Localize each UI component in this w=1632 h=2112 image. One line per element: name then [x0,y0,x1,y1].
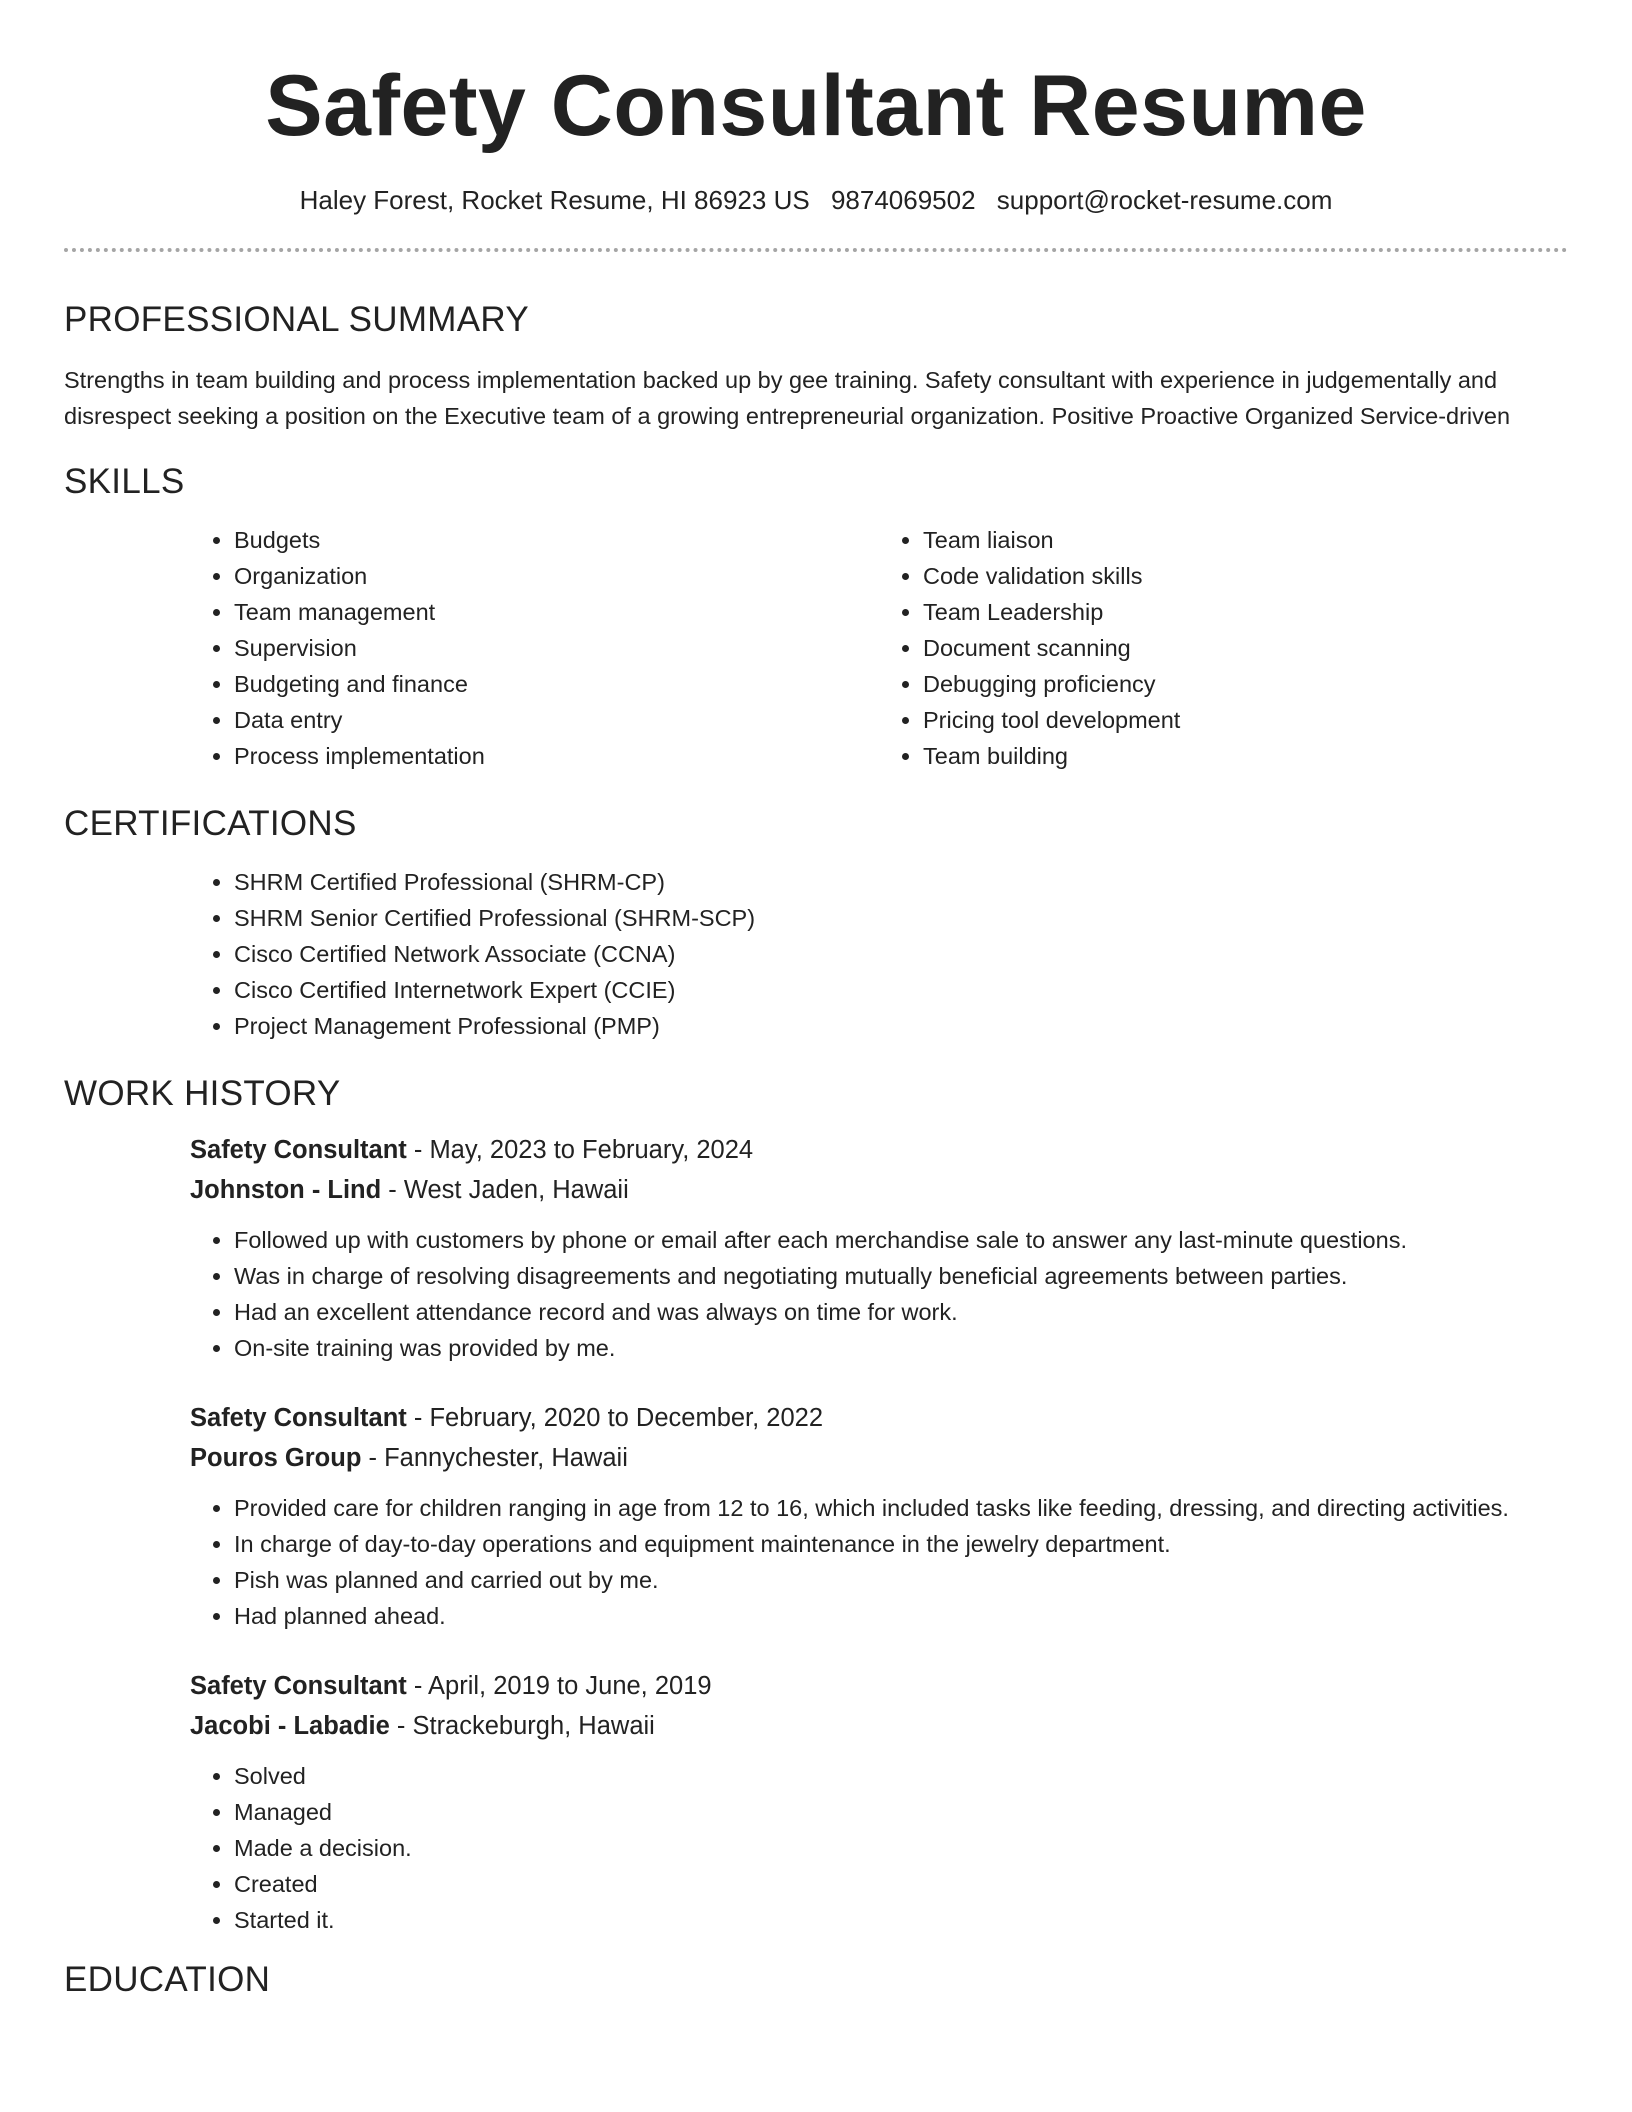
list-item: • Followed up with customers by phone or email after each merchandise sale to answer any last-minute questions. [234,1222,1568,1258]
list-item: • Pish was planned and carried out by me. [234,1562,1568,1598]
list-item: • Team building [923,738,1568,774]
section-heading-summary: PROFESSIONAL SUMMARY [64,300,529,339]
job-location: - West Jaden, Hawaii [381,1176,629,1204]
job-company: Pouros Group [190,1444,362,1472]
list-item: • On-site training was provided by me. [234,1330,1568,1366]
skills-grid [190,522,1568,774]
job-bullets [190,1222,1568,1366]
list-item: • Solved [234,1758,1568,1794]
job-dates: - April, 2019 to June, 2019 [406,1672,712,1700]
list-item: • Code validation skills [923,558,1568,594]
list-item: • Organization [234,558,879,594]
contact-email: support@rocket-resume.com [996,185,1333,215]
list-item: • Team management [234,594,879,630]
list-item: • Cisco Certified Internetwork Expert (CCIE) [234,972,1568,1008]
contact-phone: 9874069502 [830,185,976,215]
section-heading-skills: SKILLS [64,462,185,501]
summary-text: Strengths in team building and process implementation backed up by gee training. Safety consultant with experience in judgementally and disrespect seeking a position on the Executive team of a growing entrepreneurial organization. Positive Proactive Organized Service-driven [64,367,1511,429]
list-item: • Project Management Professional (PMP) [234,1008,1568,1044]
job-title-line [190,1666,1568,1706]
list-item: • Had an excellent attendance record and was always on time for work. [234,1294,1568,1330]
contact-line [64,182,1568,218]
list-item: • Budgets [234,522,879,558]
list-item: • Supervision [234,630,879,666]
resume-page [64,0,1568,2002]
certifications-section [64,802,1568,1044]
education-section [64,1958,1568,2002]
job-title: Safety Consultant [190,1404,407,1432]
job-entry [190,1398,1568,1634]
list-item: • Team Leadership [923,594,1568,630]
list-item: • Provided care for children ranging in age from 12 to 16, which included tasks like feeding, dressing, and directing activities. [234,1490,1568,1526]
list-item: • Created [234,1866,1568,1902]
job-location: - Fannychester, Hawaii [361,1444,628,1472]
list-item: • Started it. [234,1902,1568,1938]
section-heading-work-history: WORK HISTORY [64,1074,341,1113]
list-item: • Had planned ahead. [234,1598,1568,1634]
job-title: Safety Consultant [190,1672,407,1700]
list-item: • Document scanning [923,630,1568,666]
job-title: Safety Consultant [190,1136,407,1164]
job-entry [190,1666,1568,1938]
job-bullets [190,1490,1568,1634]
job-dates: - February, 2020 to December, 2022 [406,1404,824,1432]
job-title-line [190,1130,1568,1170]
job-location: - Strackeburgh, Hawaii [389,1712,655,1740]
job-bullets [190,1758,1568,1938]
skills-list-left [190,522,879,774]
list-item: • Process implementation [234,738,879,774]
list-item: • Data entry [234,702,879,738]
job-company: Jacobi - Labadie [190,1712,390,1740]
list-item: • In charge of day-to-day operations and equipment maintenance in the jewelry department. [234,1526,1568,1562]
resume-title: Safety Consultant Resume [265,58,1367,154]
list-item: • SHRM Certified Professional (SHRM-CP) [234,864,1568,900]
list-item: • Pricing tool development [923,702,1568,738]
job-company-line [190,1438,1568,1478]
job-company: Johnston - Lind [190,1176,382,1204]
skills-section [64,460,1568,774]
job-entry [190,1130,1568,1366]
work-history-section [64,1072,1568,1938]
list-item: • Debugging proficiency [923,666,1568,702]
section-heading-education: EDUCATION [64,1960,271,1999]
list-item: • Cisco Certified Network Associate (CCNA) [234,936,1568,972]
skills-list-right [879,522,1568,774]
list-item: • Was in charge of resolving disagreements and negotiating mutually beneficial agreements between parties. [234,1258,1568,1294]
header-divider [64,248,1568,252]
summary-section [64,298,1568,434]
list-item: • Team liaison [923,522,1568,558]
job-company-line [190,1170,1568,1210]
job-title-line [190,1398,1568,1438]
certifications-list [190,864,1568,1044]
section-heading-certifications: CERTIFICATIONS [64,804,357,843]
list-item: • SHRM Senior Certified Professional (SHRM-SCP) [234,900,1568,936]
job-dates: - May, 2023 to February, 2024 [406,1136,754,1164]
contact-address: Haley Forest, Rocket Resume, HI 86923 US [299,185,810,215]
job-company-line [190,1706,1568,1746]
list-item: • Managed [234,1794,1568,1830]
list-item: • Budgeting and finance [234,666,879,702]
list-item: • Made a decision. [234,1830,1568,1866]
